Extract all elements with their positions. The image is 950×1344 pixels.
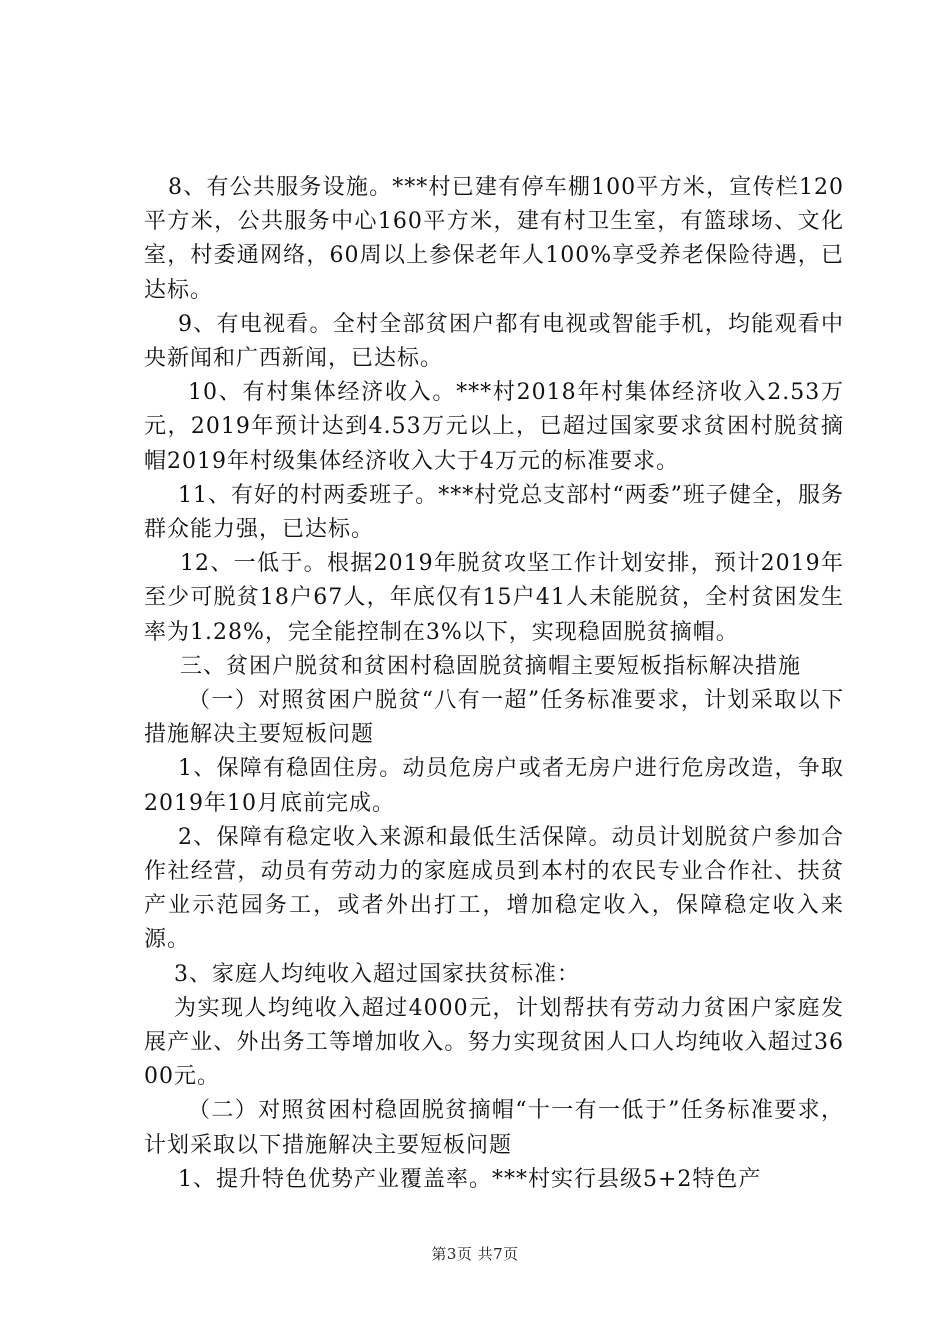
paragraph: （二）对照贫困村稳固脱贫摘帽“十一有一低于”任务标准要求，计划采取以下措施解决主要短板问题 [144,1098,844,1158]
paragraph: 10、有村集体经济收入。***村2018年村集体经济收入2.53万元，2019年预计达到4.53万元以上，已超过国家要求贫困村脱贫摘帽2019年村级集体经济收入大于4万元的标准要求。 [144,380,844,474]
paragraph: 三、贫困户脱贫和贫困村稳固脱贫摘帽主要短板指标解决措施 [180,653,802,679]
paragraph: 3、家庭人均纯收入超过国家扶贫标准： [174,961,580,987]
paragraph: 1、提升特色优势产业覆盖率。***村实行县级5+2特色产 [178,1166,762,1192]
paragraph: 1、保障有稳固住房。动员危房户或者无房户进行危房改造，争取2019年10月底前完成。 [144,756,844,816]
document-body [144,171,844,1197]
paragraph: 8、有公共服务设施。***村已建有停车棚100平方米，宣传栏120平方米，公共服务中心160平方米，建有村卫生室，有篮球场、文化室，村委通网络，60周以上参保老年人100%享受养老保险待遇，已达标。 [144,175,844,303]
page-footer: 第3页 共7页 [431,1245,519,1263]
paragraph: 11、有好的村两委班子。***村党总支部村“两委”班子健全，服务群众能力强，已达标。 [144,482,844,543]
paragraph: 2、保障有稳定收入来源和最低生活保障。动员计划脱贫户参加合作社经营，动员有劳动力的家庭成员到本村的农民专业合作社、扶贫产业示范园务工，或者外出打工，增加稳定收入，保障稳定收入来源。 [144,824,844,953]
paragraph: 9、有电视看。全村全部贫困户都有电视或智能手机，均能观看中央新闻和广西新闻，已达标。 [144,311,844,372]
paragraph: 为实现人均纯收入超过4000元，计划帮扶有劳动力贫困户家庭发展产业、外出务工等增加收入。努力实现贫困人口人均纯收入超过3600元。 [144,995,844,1090]
paragraph: 12、一低于。根据2019年脱贫攻坚工作计划安排，预计2019年至少可脱贫18户67人，年底仅有15户41人未能脱贫，全村贫困发生率为1.28%，完全能控制在3%以下，实现稳固脱贫摘帽。 [144,551,844,645]
paragraph: （一）对照贫困户脱贫“八有一超”任务标准要求，计划采取以下措施解决主要短板问题 [144,688,844,748]
